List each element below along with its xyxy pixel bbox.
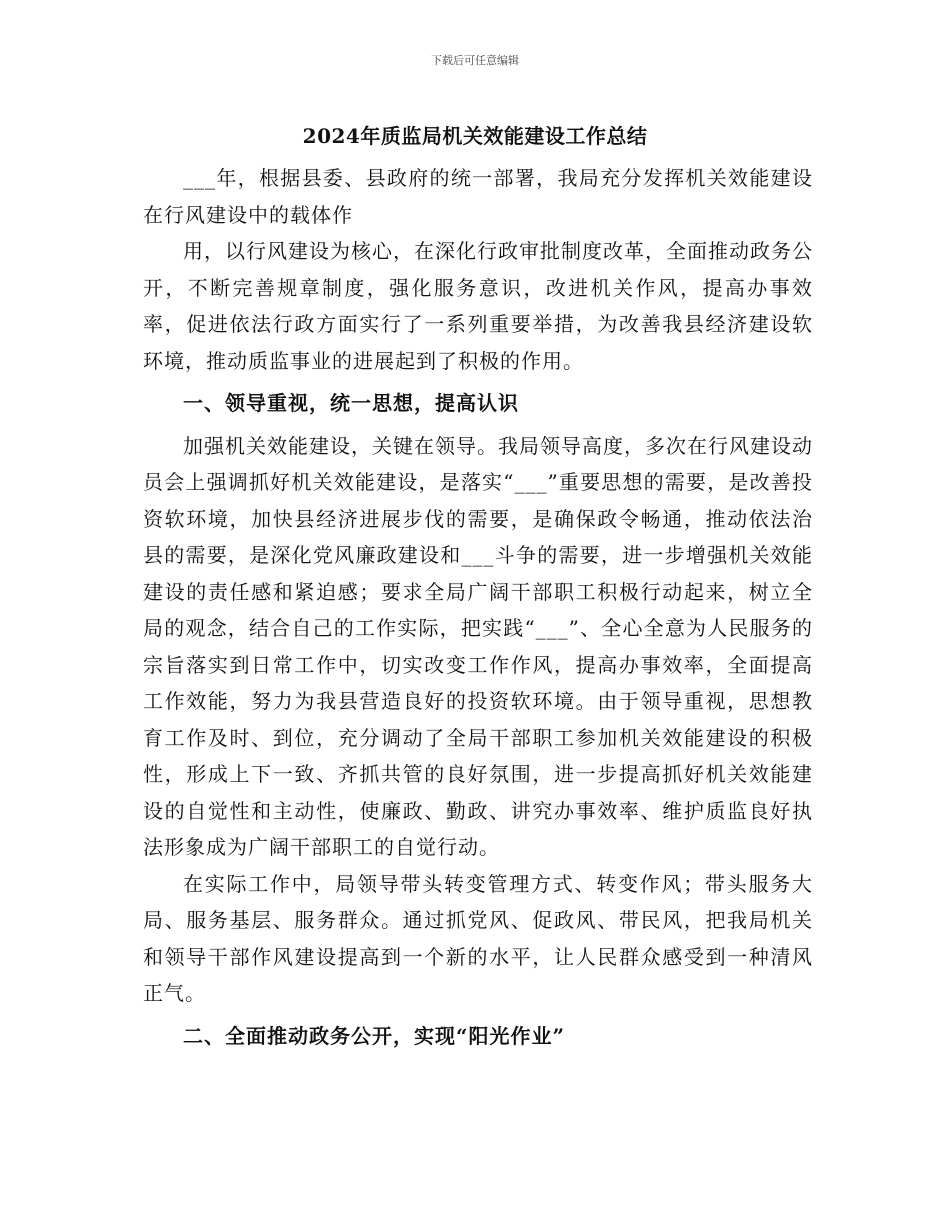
paragraph-section-1: 加强机关效能建设，关键在领导。我局领导高度，多次在行风建设动员会上强调抓好机关效能建设，是落实“___”重要思想的需要，是改善投资软环境，加快县经济进展步伐的需要，是确保政令畅通，推动依法治县的需要，是深化党风廉政建设和___斗争的需要，进一步增强机关效能建设的责任感和紧迫感；要求全局广阔干部职工积极行动起来，树立全局的观念，结合自己的工作实际，把实践“___”、全心全意为人民服务的宗旨落实到日常工作中，切实改变工作作风，提高办事效率，全面提高工作效能，努力为我县营造良好的投资软环境。由于领导重视，思想教育工作及时、到位，充分调动了全局干部职工参加机关效能建设的积极性，形成上下一致、齐抓共管的良好氛围，进一步提高抓好机关效能建设的自觉性和主动性，使廉政、勤政、讲究办事效率、维护质监良好执法形象成为广阔干部职工的自觉行动。 bbox=[143, 433, 813, 859]
paragraph-intro: ___年，根据县委、县政府的统一部署，我局充分发挥机关效能建设在行风建设中的载体作 bbox=[143, 166, 813, 227]
document-body bbox=[143, 160, 813, 1054]
paragraph-intro-cont: 用，以行风建设为核心，在深化行政审批制度改革，全面推动政务公开，不断完善规章制度，强化服务意识，改进机关作风，提高办事效率，促进依法行政方面实行了一系列重要举措，为改善我县经济建设软环境，推动质监事业的进展起到了积极的作用。 bbox=[143, 239, 813, 373]
section-heading-1: 一、领导重视，统一思想，提高认识 bbox=[183, 391, 519, 415]
section-heading-2: 二、全面推动政务公开，实现“阳光作业” bbox=[183, 1023, 566, 1048]
document-title: 2024年质监局机关效能建设工作总结 bbox=[302, 124, 648, 148]
page-header: 下载后可任意编辑 bbox=[431, 54, 519, 67]
paragraph-section-1-practice: 在实际工作中，局领导带头转变管理方式、转变作风；带头服务大局、服务基层、服务群众。通过抓党风、促政风、带民风，把我局机关和领导干部作风建设提高到一个新的水平，让人民群众感受到一种清风正气。 bbox=[143, 871, 813, 1005]
